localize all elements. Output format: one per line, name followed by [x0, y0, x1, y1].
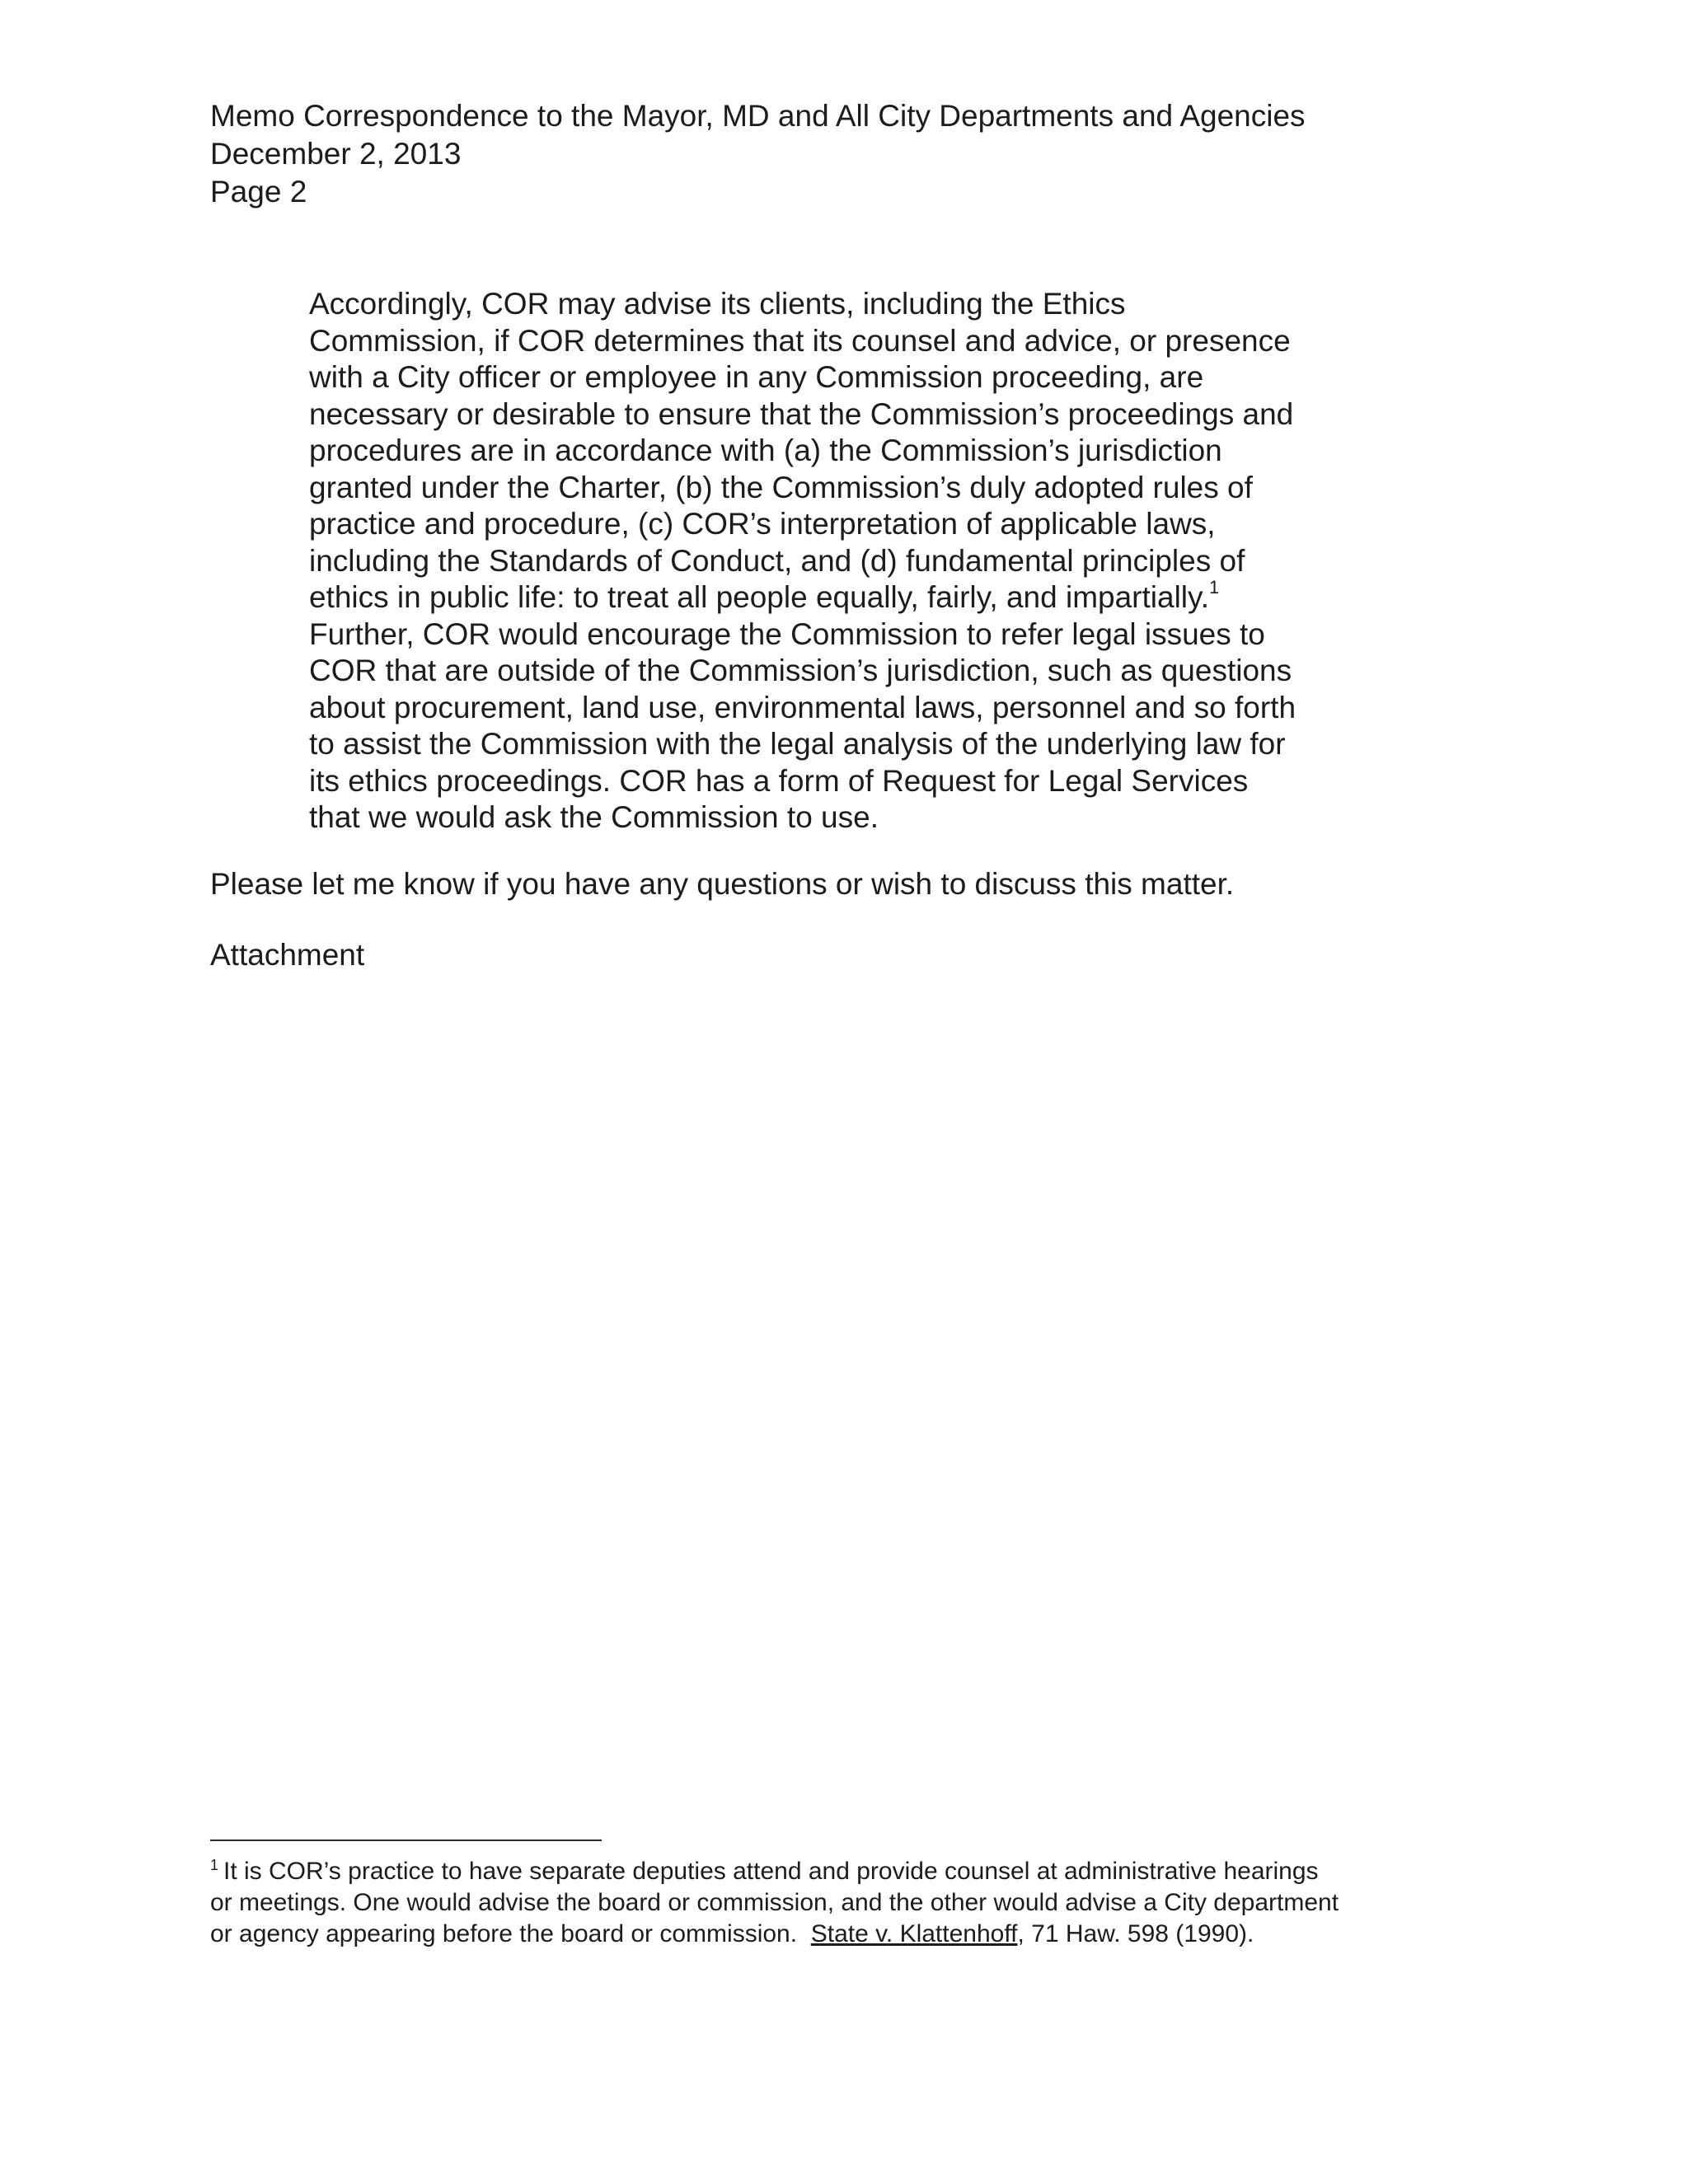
paragraph-line: to assist the Commission with the legal analysis of the underlying law for	[309, 727, 1286, 761]
paragraph-line: granted under the Charter, (b) the Commission’s duly adopted rules of	[309, 470, 1253, 504]
footnote-line: or meetings. One would advise the board or commission, and the other would advise a City department	[210, 1889, 1339, 1916]
paragraph-line: its ethics proceedings. COR has a form of Request for Legal Services	[309, 763, 1249, 798]
footnote-reference[interactable]: 1	[1209, 576, 1220, 598]
paragraph-line: Further, COR would encourage the Commission to refer legal issues to	[309, 616, 1265, 651]
paragraph-line: procedures are in accordance with (a) the Commission’s jurisdiction	[309, 434, 1222, 467]
footnote-text: It is COR’s practice to have separate deputies attend and provide counsel at administrative hearings	[223, 1858, 1319, 1885]
memo-header	[210, 97, 1306, 211]
memo-header-page-number: Page 2	[210, 175, 307, 209]
paragraph-line-with-footnote	[309, 576, 1296, 616]
memo-header-date: December 2, 2013	[210, 137, 462, 171]
footnote-text: , 71 Haw. 598 (1990).	[1017, 1920, 1254, 1947]
footnote-divider	[210, 1840, 602, 1841]
footnote-line	[210, 1856, 1339, 1887]
footnote	[210, 1856, 1339, 1950]
paragraph-line: practice and procedure, (c) COR’s interpretation of applicable laws,	[309, 507, 1216, 541]
paragraph-line: including the Standards of Conduct, and (d) fundamental principles of	[309, 543, 1245, 578]
footnote-text: or agency appearing before the board or commission.	[210, 1920, 811, 1947]
paragraph-line: necessary or desirable to ensure that the Commission’s proceedings and	[309, 396, 1294, 431]
paragraph-line: ethics in public life: to treat all people equally, fairly, and impartially.	[309, 580, 1210, 614]
paragraph-line: about procurement, land use, environmental laws, personnel and so forth	[309, 690, 1296, 724]
case-citation: State v. Klattenhoff	[810, 1920, 1018, 1947]
attachment-label: Attachment	[210, 938, 365, 972]
indented-paragraph	[309, 286, 1296, 837]
paragraph-line: that we would ask the Commission to use.	[309, 800, 879, 834]
paragraph-line: Accordingly, COR may advise its clients, including the Ethics	[309, 287, 1126, 321]
paragraph-line: Commission, if COR determines that its counsel and advice, or presence	[309, 323, 1291, 358]
footnote-marker: 1	[210, 1857, 219, 1873]
memo-header-recipients: Memo Correspondence to the Mayor, MD and All City Departments and Agencies	[210, 99, 1306, 133]
closing-sentence: Please let me know if you have any questions or wish to discuss this matter.	[210, 867, 1235, 901]
footnote-line	[210, 1919, 1339, 1950]
paragraph-line: with a City officer or employee in any Commission proceeding, are	[309, 360, 1204, 394]
paragraph-line: COR that are outside of the Commission’s jurisdiction, such as questions	[309, 654, 1292, 687]
